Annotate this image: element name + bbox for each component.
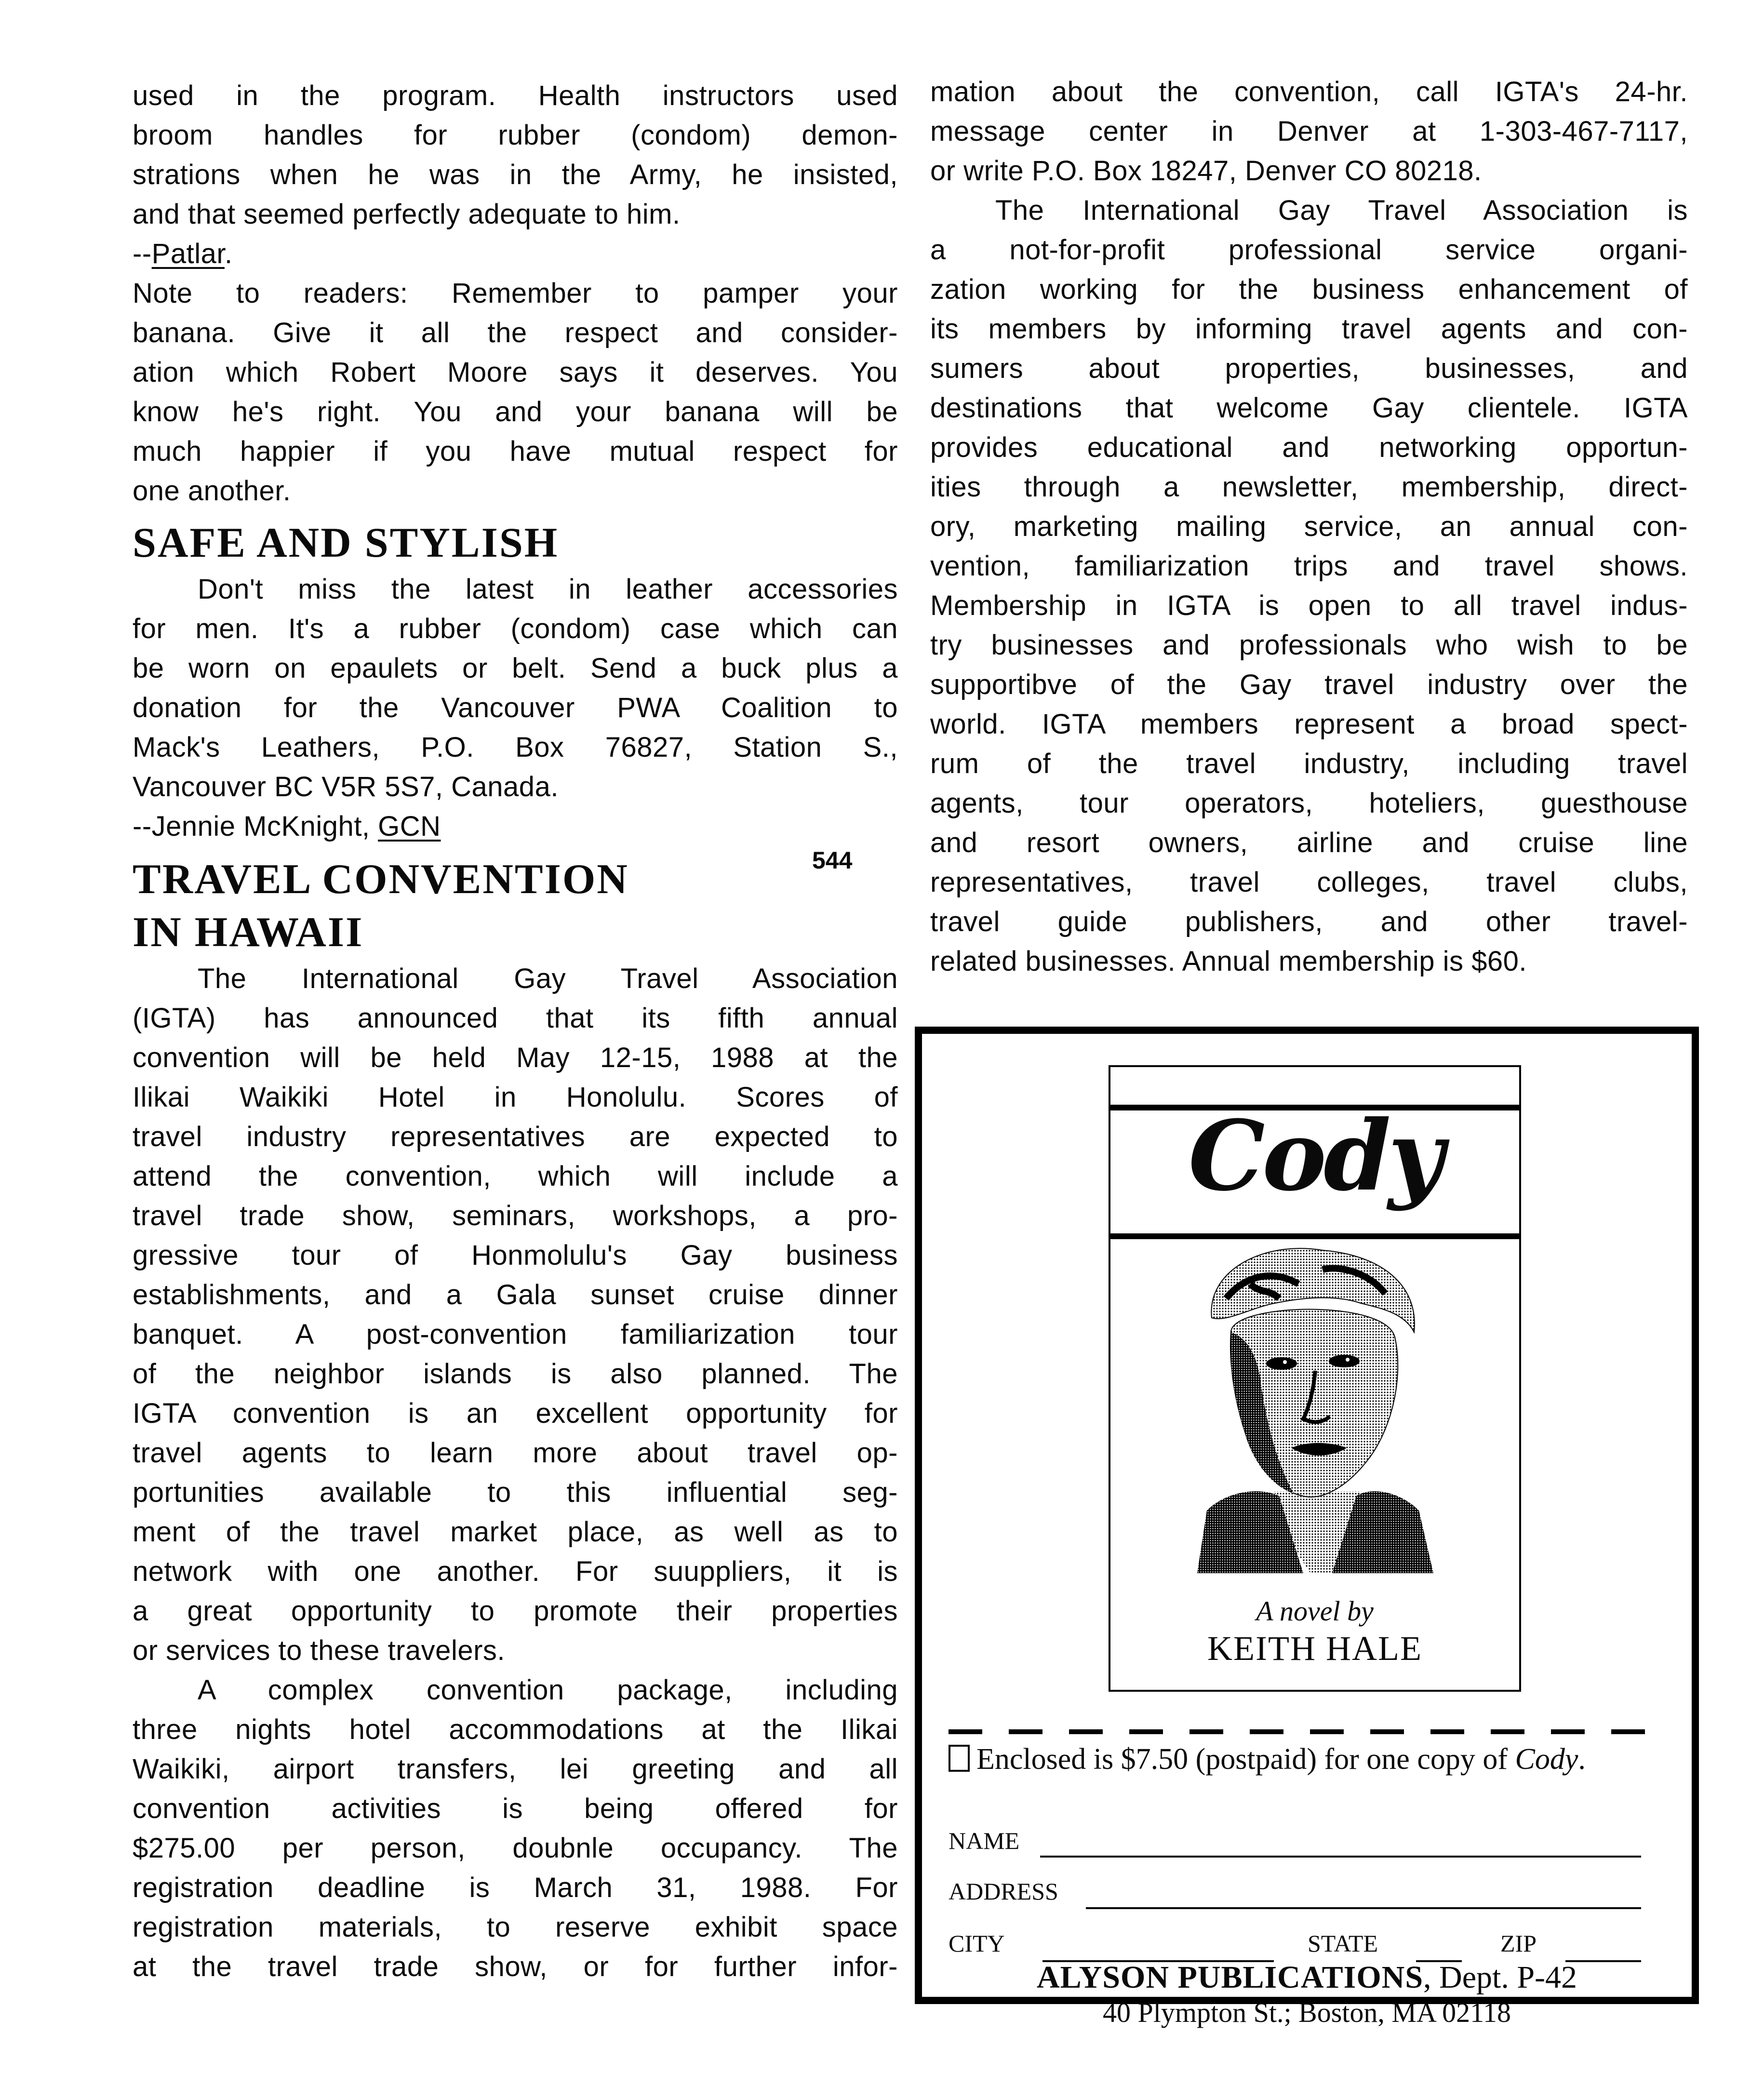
- text-line: portunities available to this influential seg-: [133, 1477, 898, 1508]
- text-line: convention will be held May 12-15, 1988 at the: [133, 1042, 898, 1073]
- publisher-dept: , Dept. P-42: [1423, 1960, 1577, 1995]
- state-label: STATE: [1308, 1930, 1378, 1957]
- text-line: broom handles for rubber (condom) demon-: [133, 120, 898, 151]
- cover-rule-bottom: [1110, 1233, 1519, 1239]
- text-line: three nights hotel accommodations at the Ilikai: [133, 1714, 898, 1745]
- safe-and-stylish-heading: SAFE AND STYLISH: [133, 520, 559, 566]
- safe-signoff: [133, 807, 898, 846]
- text-line: ory, marketing mailing service, an annual con-: [930, 511, 1688, 542]
- name-input-line[interactable]: [1040, 1856, 1641, 1858]
- text-line: banana. Give it all the respect and consider-: [133, 317, 898, 348]
- travel-heading-line2: IN HAWAII: [133, 909, 364, 956]
- text-line: The International Gay Travel Association is: [995, 195, 1688, 226]
- text-line: registration deadline is March 31, 1988. For: [133, 1872, 898, 1903]
- text-line: attend the convention, which will include a: [133, 1161, 898, 1192]
- right-column: [930, 72, 1688, 981]
- travel-convention-article: [133, 959, 898, 1987]
- text-line: travel trade show, seminars, workshops, a pro-: [133, 1200, 898, 1231]
- text-line: for men. It's a rubber (condom) case which can: [133, 613, 898, 644]
- text-line: representatives, travel colleges, travel clubs,: [930, 867, 1688, 898]
- text-line: Mack's Leathers, P.O. Box 76827, Station S.,: [133, 732, 898, 763]
- text-line: message center in Denver at 1-303-467-7117,: [930, 116, 1688, 147]
- name-label: NAME: [949, 1827, 1020, 1854]
- address-label: ADDRESS: [949, 1878, 1058, 1905]
- text-line: ities through a newsletter, membership, direct-: [930, 471, 1688, 503]
- text-line: and that seemed perfectly adequate to him.: [133, 199, 681, 230]
- byline: A novel by: [1256, 1595, 1374, 1627]
- text-line: zation working for the business enhancement of: [930, 274, 1688, 305]
- text-line: Vancouver BC V5R 5S7, Canada.: [133, 771, 559, 802]
- text-line: provides educational and networking opportun-: [930, 432, 1688, 463]
- text-line: Waikiki, airport transfers, lei greeting and all: [133, 1753, 898, 1785]
- text-line: try businesses and professionals who wish to be: [930, 629, 1688, 661]
- book-cover: [1109, 1065, 1521, 1692]
- publisher-name: ALYSON PUBLICATIONS: [1036, 1960, 1424, 1995]
- text-line: or services to these travelers.: [133, 1635, 506, 1666]
- text-line: rum of the travel industry, including travel: [930, 748, 1688, 779]
- address-input-line[interactable]: [1086, 1907, 1641, 1909]
- portrait-illustration: [1178, 1241, 1448, 1573]
- note-to-readers: [133, 274, 898, 511]
- signoff-dashes: --: [133, 238, 152, 269]
- city-label: CITY: [949, 1930, 1005, 1957]
- intro-signoff: [133, 234, 898, 274]
- text-line: strations when he was in the Army, he insisted,: [133, 159, 898, 190]
- publisher-address: 40 Plympton St.; Boston, MA 02118: [1102, 1997, 1511, 2028]
- text-line: network with one another. For suuppliers, it is: [133, 1556, 898, 1587]
- about-igta-paragraph: [930, 191, 1688, 981]
- order-text-period: .: [1578, 1743, 1586, 1776]
- text-line: registration materials, to reserve exhibit space: [133, 1912, 898, 1943]
- text-line: travel guide publishers, and other travel-: [930, 906, 1688, 937]
- text-line: establishments, and a Gala sunset cruise dinner: [133, 1279, 898, 1310]
- text-line: ation which Robert Moore says it deserves. You: [133, 357, 898, 388]
- text-line: ment of the travel market place, as well as to: [133, 1516, 898, 1548]
- text-line: Ilikai Waikiki Hotel in Honolulu. Scores of: [133, 1082, 898, 1113]
- text-line: convention activities is being offered for: [133, 1793, 898, 1824]
- text-line: mation about the convention, call IGTA's 24-hr.: [930, 76, 1688, 107]
- publisher-line: [922, 1959, 1692, 1996]
- safe-and-stylish-article: [133, 570, 898, 846]
- text-line: IGTA convention is an excellent opportunity for: [133, 1398, 898, 1429]
- text-line: Note to readers: Remember to pamper your: [133, 278, 898, 309]
- author-name: KEITH HALE: [1207, 1629, 1422, 1668]
- signoff-source: Patlar: [151, 238, 225, 269]
- text-line: at the travel trade show, or for further infor-: [133, 1951, 898, 1982]
- text-line: gressive tour of Honmolulu's Gay business: [133, 1240, 898, 1271]
- text-line: one another.: [133, 475, 291, 507]
- order-text: Enclosed is $7.50 (postpaid) for one copy of: [976, 1743, 1515, 1776]
- order-option[interactable]: [949, 1742, 1586, 1777]
- signoff-source: GCN: [378, 811, 441, 842]
- text-line: or write P.O. Box 18247, Denver CO 80218.: [930, 155, 1482, 187]
- text-line: used in the program. Health instructors used: [133, 80, 898, 111]
- text-line: (IGTA) has announced that its fifth annual: [133, 1003, 898, 1034]
- text-line: vention, familiarization trips and travel shows.: [930, 550, 1688, 582]
- text-line: supportibve of the Gay travel industry over the: [930, 669, 1688, 700]
- text-line: Don't miss the latest in leather accessories: [198, 574, 898, 605]
- intro-paragraph: [133, 76, 898, 274]
- text-line: travel agents to learn more about travel op-: [133, 1437, 898, 1469]
- book-title: Cody: [1188, 1099, 1442, 1213]
- text-line: The International Gay Travel Association: [198, 963, 898, 994]
- text-line: destinations that welcome Gay clientele. IGTA: [930, 392, 1688, 424]
- text-line: travel industry representatives are expected to: [133, 1121, 898, 1152]
- zip-label: ZIP: [1500, 1930, 1537, 1957]
- text-line: donation for the Vancouver PWA Coalition to: [133, 692, 898, 723]
- text-line: agents, tour operators, hoteliers, guesthouse: [930, 788, 1688, 819]
- text-line: much happier if you have mutual respect for: [133, 436, 898, 467]
- book-advertisement: [915, 1027, 1699, 2028]
- order-text-title: Cody: [1515, 1743, 1578, 1776]
- text-line: Membership in IGTA is open to all travel indus-: [930, 590, 1688, 621]
- text-line: $275.00 per person, doubnle occupancy. The: [133, 1832, 898, 1864]
- signoff-author: --Jennie McKnight,: [133, 811, 378, 842]
- left-column: [133, 76, 898, 1987]
- travel-heading-line1: TRAVEL CONVENTION: [133, 856, 629, 903]
- travel-heading: [133, 847, 898, 959]
- cut-line: [949, 1729, 1665, 1734]
- text-line: a great opportunity to promote their properties: [133, 1595, 898, 1627]
- text-line: A complex convention package, including: [198, 1674, 898, 1706]
- text-line: its members by informing travel agents and con-: [930, 313, 1688, 345]
- text-line: related businesses. Annual membership is $60.: [930, 946, 1527, 977]
- text-line: and resort owners, airline and cruise line: [930, 827, 1688, 858]
- text-line: know he's right. You and your banana will be: [133, 396, 898, 428]
- contact-paragraph: [930, 72, 1688, 191]
- text-line: world. IGTA members represent a broad spect-: [930, 709, 1688, 740]
- signoff-period: .: [224, 238, 233, 269]
- order-checkbox[interactable]: [949, 1745, 970, 1772]
- text-line: of the neighbor islands is also planned. The: [133, 1358, 898, 1390]
- text-line: be worn on epaulets or belt. Send a buck plus a: [133, 653, 898, 684]
- text-line: a not-for-profit professional service organi-: [930, 234, 1688, 266]
- text-line: sumers about properties, businesses, and: [930, 353, 1688, 384]
- text-line: banquet. A post-convention familiarization tour: [133, 1319, 898, 1350]
- page-number: 544: [812, 847, 853, 874]
